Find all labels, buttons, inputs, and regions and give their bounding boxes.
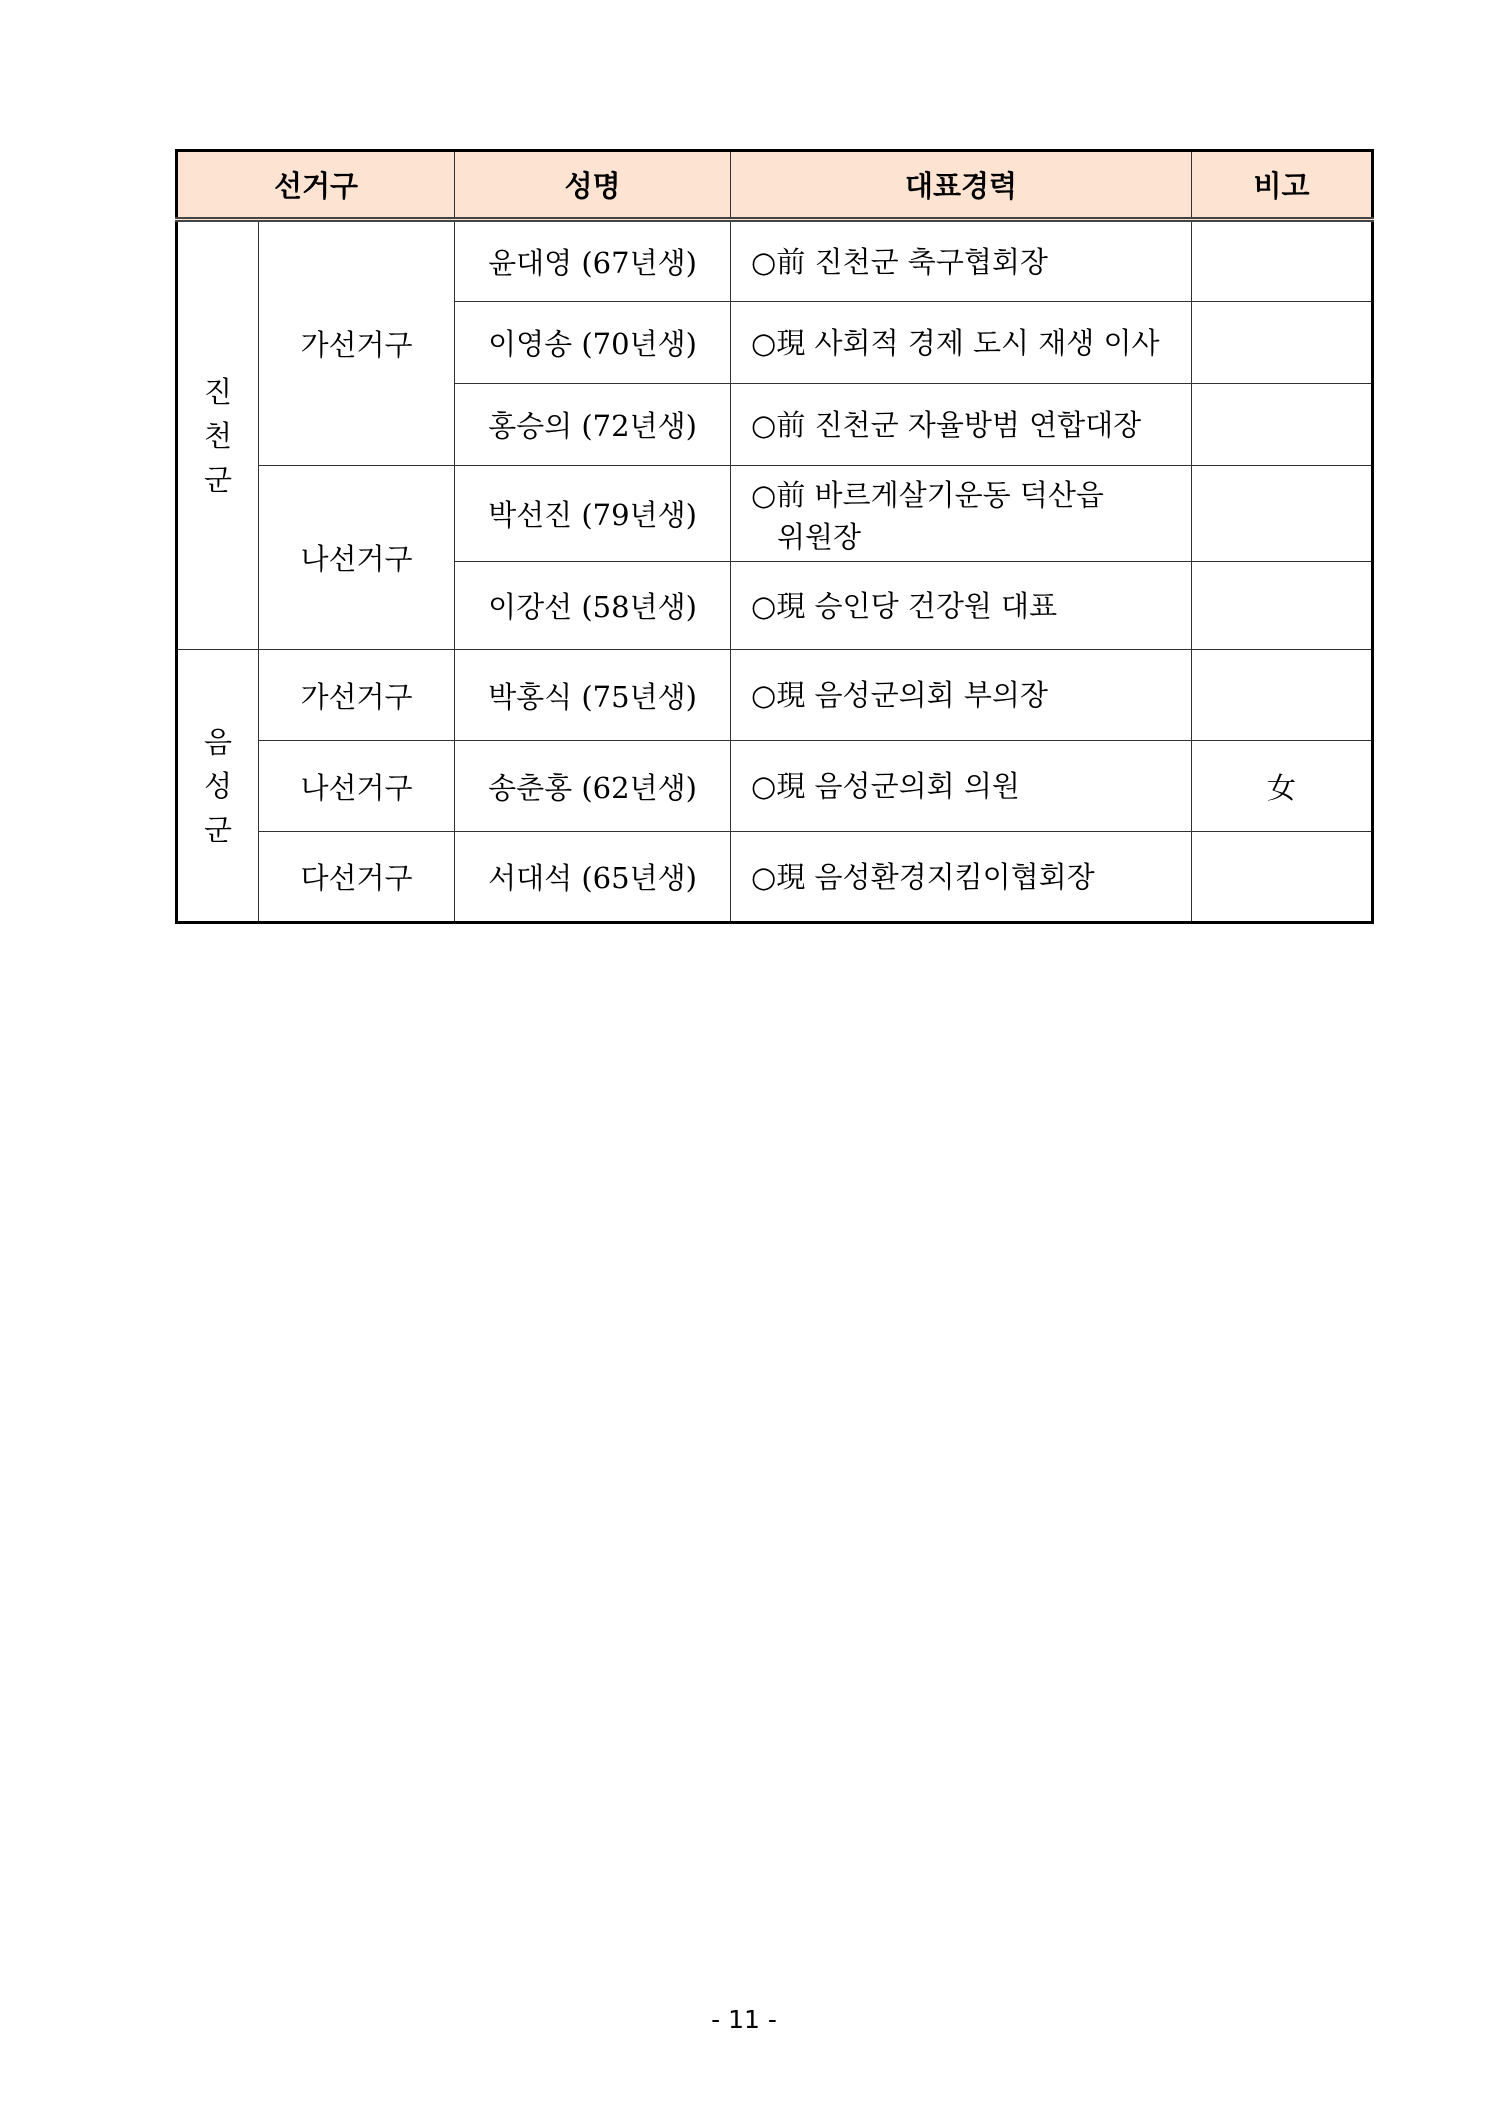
- table-row: [177, 650, 1373, 741]
- candidate-career: ○現 사회적 경제 도시 재생 이사: [731, 302, 1192, 384]
- candidate-name: 윤대영 (67년생): [455, 220, 731, 302]
- district-char: 진: [203, 374, 232, 409]
- header-constituency: 선거구: [177, 151, 455, 220]
- candidate-name: 홍승의 (72년생): [455, 384, 731, 466]
- district-char: 군: [203, 812, 232, 847]
- candidate-career: ○前 진천군 축구협회장: [731, 220, 1192, 302]
- candidate-career: [731, 466, 1192, 562]
- candidate-note: [1192, 384, 1373, 466]
- candidate-name: 서대석 (65년생): [455, 832, 731, 923]
- candidate-note: [1192, 220, 1373, 302]
- constituency-cell: 나선거구: [259, 741, 455, 832]
- candidate-note: [1192, 466, 1373, 562]
- constituency-cell: 가선거구: [259, 650, 455, 741]
- header-note: 비고: [1192, 151, 1373, 220]
- candidate-career: ○現 음성환경지킴이협회장: [731, 832, 1192, 923]
- candidate-note: [1192, 562, 1373, 650]
- career-line-2: 위원장: [777, 519, 862, 554]
- candidate-name: 박홍식 (75년생): [455, 650, 731, 741]
- district-char: 음: [203, 724, 232, 759]
- candidate-name: 이영송 (70년생): [455, 302, 731, 384]
- constituency-cell: 가선거구: [259, 220, 455, 466]
- candidate-name: 송춘홍 (62년생): [455, 741, 731, 832]
- table-row: [177, 220, 1373, 302]
- constituency-cell: 다선거구: [259, 832, 455, 923]
- candidate-note: [1192, 832, 1373, 923]
- page-number: - 11 -: [711, 2005, 777, 2034]
- district-char: 군: [203, 462, 232, 497]
- candidate-name: 박선진 (79년생): [455, 466, 731, 562]
- district-char: 성: [203, 768, 232, 803]
- district-char: 천: [203, 418, 232, 453]
- header-career: 대표경력: [731, 151, 1192, 220]
- district-cell-eumseong: [177, 650, 259, 923]
- candidate-career: ○前 진천군 자율방범 연합대장: [731, 384, 1192, 466]
- career-line-1: ○前 바르게살기운동 덕산읍: [751, 477, 1104, 512]
- header-name: 성명: [455, 151, 731, 220]
- candidate-note: [1192, 650, 1373, 741]
- candidate-note: [1192, 302, 1373, 384]
- district-cell-jincheon: [177, 220, 259, 650]
- candidate-table: [175, 149, 1374, 924]
- constituency-cell: 나선거구: [259, 466, 455, 650]
- table-row: [177, 466, 1373, 562]
- candidate-career: ○現 음성군의회 의원: [731, 741, 1192, 832]
- candidate-name: 이강선 (58년생): [455, 562, 731, 650]
- table-row: [177, 832, 1373, 923]
- table-row: [177, 741, 1373, 832]
- table-header-row: [177, 151, 1373, 220]
- candidate-note: 女: [1192, 741, 1373, 832]
- candidate-career: ○現 음성군의회 부의장: [731, 650, 1192, 741]
- candidate-career: ○現 승인당 건강원 대표: [731, 562, 1192, 650]
